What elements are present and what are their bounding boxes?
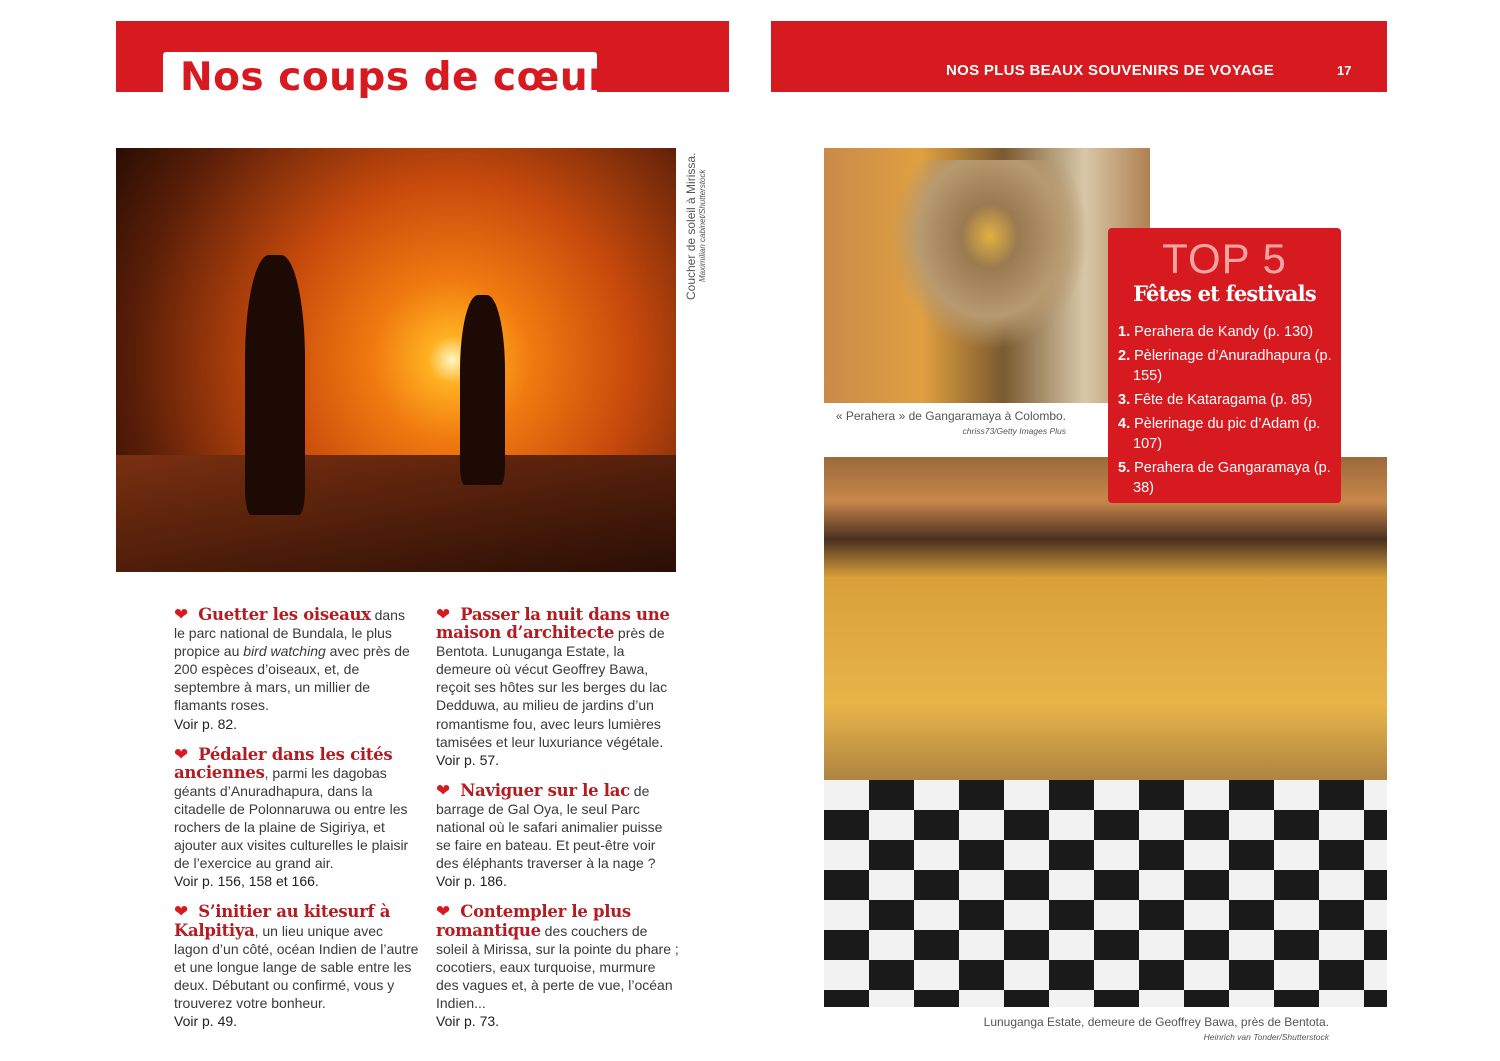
photo-caption [824, 1015, 1329, 1042]
highlight-item [174, 606, 419, 733]
photo-credit: chriss73/Getty Images Plus [962, 426, 1066, 436]
photo-credit: Heinrich van Tonder/Shutterstock [1203, 1032, 1329, 1042]
page-reference: Voir p. 57. [436, 751, 500, 768]
item-title: Guetter les oiseaux [198, 605, 371, 624]
list-item [1118, 346, 1341, 386]
top5-list [1118, 322, 1341, 498]
highlight-item [174, 903, 419, 1030]
highlight-item [174, 746, 419, 891]
item-number: 2. [1118, 348, 1131, 364]
top5-title: Fêtes et festivals [1133, 281, 1316, 306]
page-title: Nos coups de cœur [180, 55, 608, 100]
section-header: NOS PLUS BEAUX SOUVENIRS DE VOYAGE [946, 62, 1275, 79]
item-title: Contempler le plus romantique [436, 902, 631, 940]
photo-credit: Maximilian cabinet/Shutterstock [698, 169, 707, 282]
surfer-silhouette [460, 295, 505, 485]
beach-foreground [116, 455, 676, 572]
checkered-floor [824, 780, 1387, 1007]
heart-icon: ❤ [174, 902, 189, 922]
page-reference: Voir p. 49. [174, 1012, 238, 1029]
item-title: Naviguer sur le lac [460, 780, 630, 800]
highlight-item [436, 606, 681, 769]
item-text: avec près de 200 espèces d’oiseaux, et, de septembre à mars, un millier de flamants roses. [174, 643, 410, 714]
item-text: Perahera de Kandy (p. 130) [1134, 324, 1314, 340]
heart-icon: ❤ [436, 780, 451, 800]
page-number: 17 [1337, 63, 1352, 78]
heart-icon: ❤ [174, 744, 189, 764]
list-item [1118, 414, 1341, 454]
item-text: , un lieu unique avec lagon d’un côté, océan Indien de l’autre et une longue lange de sable entre les deux. Débutant ou confirmé, vous y trouverez votre bonheur. [174, 922, 419, 1011]
item-text: Perahera de Gangaramaya (p. 38) [1133, 460, 1331, 496]
list-item [1118, 458, 1341, 498]
highlight-item [436, 903, 681, 1030]
top5-label: TOP 5 [1162, 235, 1287, 282]
item-text: Pèlerinage du pic d’Adam (p. 107) [1133, 416, 1321, 452]
caption-text: « Perahera » de Gangaramaya à Colombo. [835, 409, 1066, 423]
item-text: dans le parc national de Bundala, le plus propice au [174, 607, 405, 660]
highlight-item [436, 782, 681, 891]
surfer-silhouette [245, 255, 305, 515]
item-text: Pèlerinage d’Anuradhapura (p. 155) [1133, 348, 1332, 384]
page-reference: Voir p. 73. [436, 1012, 500, 1029]
item-italic: bird watching [243, 643, 326, 660]
highlights-column-2 [436, 606, 681, 1043]
item-number: 4. [1118, 416, 1131, 432]
item-title: Passer la nuit dans une maison d’architecte [436, 605, 670, 643]
heart-icon: ❤ [436, 605, 451, 624]
item-text: Fête de Kataragama (p. 85) [1134, 392, 1313, 408]
page-reference: Voir p. 82. [174, 715, 238, 732]
photo-caption [684, 153, 707, 300]
top5-box [1108, 228, 1341, 503]
item-number: 5. [1118, 460, 1131, 476]
page-reference: Voir p. 186. [436, 873, 507, 890]
caption-text: Lunuganga Estate, demeure de Geoffrey Bawa, près de Bentota. [983, 1015, 1329, 1029]
photo-caption [824, 409, 1066, 436]
heart-icon: ❤ [174, 605, 189, 624]
list-item [1118, 390, 1341, 410]
item-text: , parmi les dagobas géants d’Anuradhapura, dans la citadelle de Polonnaruwa ou entre les rochers de la plaine de Sigiriya, et ajouter aux visites culturelles le plaisir de l’exercice au grand air. [174, 764, 409, 872]
item-title: Pédaler dans les cités anciennes [174, 744, 393, 782]
item-text: de barrage de Gal Oya, le seul Parc national où le safari animalier puisse se faire en bateau. Et peut-être voir des éléphants traverser à la nage ? [436, 782, 663, 872]
caption-text: Coucher de soleil à Mirissa. [684, 152, 698, 300]
right-header-band [771, 21, 1387, 92]
highlights-column-1 [174, 606, 419, 1043]
item-title: S’initier au kitesurf à Kalpitiya [174, 902, 391, 940]
page-reference: Voir p. 156, 158 et 166. [174, 873, 319, 890]
item-number: 1. [1118, 324, 1131, 340]
item-number: 3. [1118, 392, 1131, 408]
heart-icon: ❤ [436, 902, 451, 922]
item-text: près de Bentota. Lunuganga Estate, la demeure où vécut Geoffrey Bawa, reçoit ses hôtes sur les berges du lac Dedduwa, au milieu de jardins d’un romantisme fou, avec leurs lumières tamisées et leur luxuriance végétale. [436, 625, 668, 750]
masked-dancer [890, 160, 1090, 350]
list-item [1118, 322, 1341, 342]
item-text: des couchers de soleil à Mirissa, sur la pointe du phare ; cocotiers, eaux turquoise, murmure des vagues et, à perte de vue, l’océan Indien... [436, 922, 679, 1011]
